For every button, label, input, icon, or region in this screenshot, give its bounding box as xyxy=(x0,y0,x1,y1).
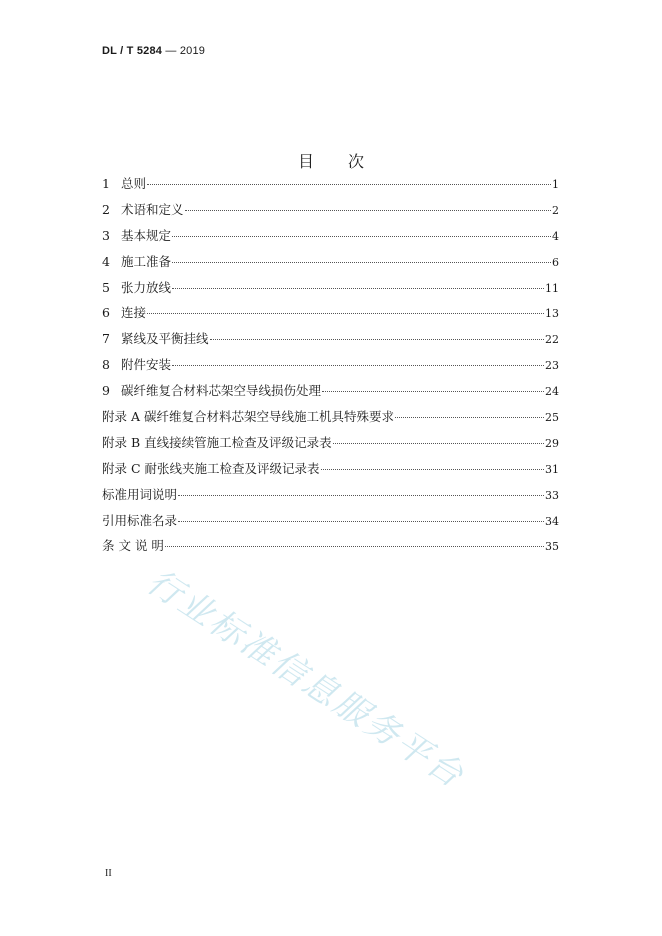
toc-leader-dots xyxy=(178,495,544,496)
toc-entry-number: 6 xyxy=(102,305,110,321)
toc-leader-dots xyxy=(321,469,544,470)
toc-entry-page: 22 xyxy=(545,333,559,347)
toc-entry-label: 标准用词说明 xyxy=(102,486,178,502)
table-of-contents xyxy=(102,174,559,562)
watermark: 行业标准信息服务平台 xyxy=(139,561,472,797)
toc-entry[interactable] xyxy=(102,278,559,304)
page-number: II xyxy=(105,868,112,879)
toc-entry-page: 13 xyxy=(545,307,559,321)
toc-entry[interactable] xyxy=(102,174,559,200)
toc-entry-number: 2 xyxy=(102,201,110,217)
toc-entry-page: 24 xyxy=(545,385,559,399)
toc-entry[interactable] xyxy=(102,303,559,329)
toc-entry-page: 11 xyxy=(545,281,559,295)
toc-entry-page: 33 xyxy=(545,488,559,502)
toc-entry-label: 连接 xyxy=(121,305,147,321)
toc-leader-dots xyxy=(147,313,544,314)
toc-entry[interactable] xyxy=(102,355,559,381)
toc-entry[interactable] xyxy=(102,536,559,562)
toc-entry-page: 1 xyxy=(552,178,559,191)
toc-entry-label: 附录 B 直线接续管施工检查及评级记录表 xyxy=(102,434,332,450)
toc-entry-label: 紧线及平衡挂线 xyxy=(121,331,209,347)
toc-entry-number: 9 xyxy=(102,383,110,399)
toc-title xyxy=(0,149,662,172)
toc-entry[interactable] xyxy=(102,459,559,485)
toc-leader-dots xyxy=(172,262,551,263)
toc-entry[interactable] xyxy=(102,511,559,537)
toc-entry[interactable] xyxy=(102,407,559,433)
toc-leader-dots xyxy=(172,288,544,289)
toc-entry-page: 34 xyxy=(545,514,559,528)
toc-leader-dots xyxy=(172,365,544,366)
toc-entry-page: 25 xyxy=(545,411,559,425)
toc-entry-label: 引用标准名录 xyxy=(102,512,178,528)
toc-leader-dots xyxy=(178,521,544,522)
toc-entry[interactable] xyxy=(102,226,559,252)
toc-entry[interactable] xyxy=(102,252,559,278)
toc-leader-dots xyxy=(333,443,544,444)
toc-entry-page: 29 xyxy=(545,436,559,450)
toc-entry-label: 总则 xyxy=(121,176,147,191)
toc-entry-number: 7 xyxy=(102,331,110,347)
toc-entry-number: 3 xyxy=(102,227,110,243)
toc-entry[interactable] xyxy=(102,433,559,459)
toc-entry-label: 张力放线 xyxy=(121,279,172,295)
toc-leader-dots xyxy=(210,339,544,340)
toc-entry[interactable] xyxy=(102,200,559,226)
toc-entry-page: 2 xyxy=(552,203,559,217)
toc-entry-label: 附录 A 碳纤维复合材料芯架空导线施工机具特殊要求 xyxy=(102,409,394,425)
toc-entry-page: 35 xyxy=(545,540,559,554)
toc-entry-page: 4 xyxy=(552,229,559,243)
toc-entry-number: 5 xyxy=(102,279,110,295)
doc-code-year: — 2019 xyxy=(165,45,206,57)
toc-entry-label: 术语和定义 xyxy=(121,201,184,217)
toc-entry[interactable] xyxy=(102,485,559,511)
toc-entry-label: 条 文 说 明 xyxy=(102,538,164,554)
toc-entry-label: 施工准备 xyxy=(121,253,172,269)
toc-leader-dots xyxy=(172,236,551,237)
toc-leader-dots xyxy=(395,417,544,418)
toc-leader-dots xyxy=(322,391,544,392)
toc-leader-dots xyxy=(185,210,551,211)
toc-entry-label: 基本规定 xyxy=(121,227,172,243)
toc-entry-number: 8 xyxy=(102,357,110,373)
toc-title-part2: 次 xyxy=(348,152,365,171)
toc-entry-page: 6 xyxy=(552,255,559,269)
toc-entry-label: 附件安装 xyxy=(121,357,172,373)
toc-entry-number: 4 xyxy=(102,253,110,269)
toc-entry-label: 附录 C 耐张线夹施工检查及评级记录表 xyxy=(102,460,320,476)
toc-entry-number: 1 xyxy=(102,176,110,191)
toc-entry[interactable] xyxy=(102,381,559,407)
doc-code-number: 5284 xyxy=(136,45,163,57)
doc-code-prefix: DL / T xyxy=(102,45,134,57)
toc-entry-label: 碳纤维复合材料芯架空导线损伤处理 xyxy=(121,383,322,399)
document-code xyxy=(102,45,205,57)
toc-entry-page: 23 xyxy=(545,359,559,373)
toc-leader-dots xyxy=(165,546,544,547)
toc-title-part1: 目 xyxy=(297,152,314,171)
toc-entry-page: 31 xyxy=(545,462,559,476)
toc-entry[interactable] xyxy=(102,329,559,355)
toc-leader-dots xyxy=(147,184,551,185)
